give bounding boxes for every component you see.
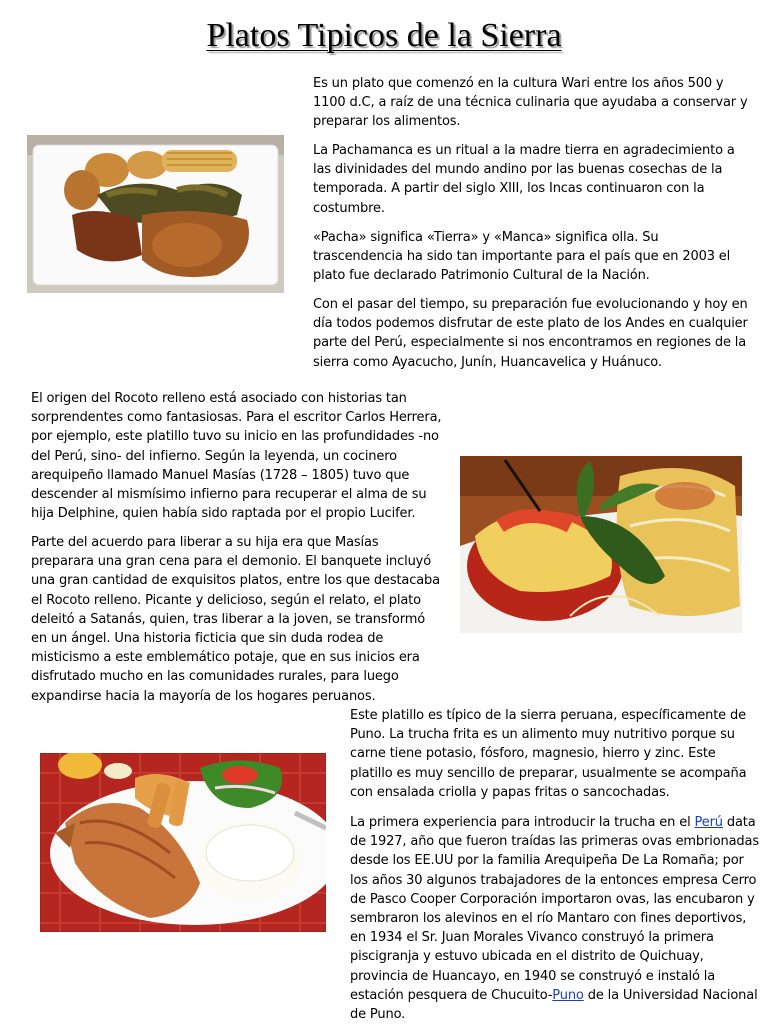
- puno-link[interactable]: Puno: [552, 987, 584, 1003]
- trucha-text-c: de la Universidad Nacional de Puno.: [350, 987, 758, 1023]
- pachamanca-paragraph-3: «Pacha» significa «Tierra» y «Manca» significa olla. Su trascendencia ha sido tan importante para el país que en 2003 el plato fue declarado Patrimonio Cultural de la Nación.: [313, 230, 731, 284]
- trucha-frita-photo: [40, 753, 326, 932]
- pachamanca-paragraph-2: La Pachamanca es un ritual a la madre tierra en agradecimiento a las divinidades del mundo andino por las buenas cosechas de la temporada. A partir del siglo XIII, los Incas continuaron con la costumbre.: [313, 143, 735, 216]
- trucha-paragraph-2: [350, 813, 760, 1024]
- page-title: Platos Tipicos de la Sierra: [206, 17, 562, 54]
- rocoto-paragraph-2: Parte del acuerdo para liberar a su hija era que Masías preparara una gran cena para el demonio. El banquete incluyó una gran cantidad de exquisitos platos, entre los que destacaba el Rocoto relleno. Picante y delicioso, según el relato, el plato deleitó a Satanás, quien, tras liberar a la joven, se transformó en un ángel. Una historia ficticia que sin duda rodea de misticismo a este emblemático potaje, que en sus inicios era disfrutado mucho en las comunidades rurales, para luego expandirse hacia la mayoría de los hogares peruanos.: [31, 535, 440, 704]
- trucha-text-a: La primera experiencia para introducir la trucha en el: [350, 815, 695, 830]
- peru-link[interactable]: Perú: [694, 815, 723, 830]
- pachamanca-photo: [27, 135, 284, 293]
- trucha-text-b: data de 1927, año que fueron traídas las primeras ovas embrionadas desde los EE.UU por la familia Arequipeña De La Romaña; por los años 30 algunos trabajadores de la entonces empresa Cerro de Pasco Cooper Corporación importaron ovas, las encubaron y sembraron los alevinos en el río Mantaro con fines deportivos, en 1934 el Sr. Juan Morales Vivanco construyó la primera piscigranja y estuvo ubicada en el distrito de Quichuay, provincia de Huancayo, en 1940 se construyó e instaló la estación pesquera de Chucuito-: [350, 815, 759, 1003]
- pachamanca-paragraph-4: Con el pasar del tiempo, su preparación fue evolucionando y hoy en día todos podemos disfrutar de este plato de los Andes en cualquier parte del Perú, especialmente si nos encontramos en regiones de la sierra como Ayacucho, Junín, Huancavelica y Huánuco.: [313, 297, 748, 370]
- trucha-paragraph-1: Este platillo es típico de la sierra peruana, específicamente de Puno. La trucha frita es un alimento muy nutritivo porque su carne tiene potasio, fósforo, magnesio, hierro y zinc. Este platillo es muy sencillo de preparar, usualmente se acompaña con ensalada criolla y papas fritas o sancochadas.: [350, 708, 747, 800]
- pachamanca-paragraph-1: Es un plato que comenzó en la cultura Wari entre los años 500 y 1100 d.C, a raíz de una técnica culinaria que ayudaba a conservar y preparar los alimentos.: [313, 76, 748, 130]
- rocoto-relleno-photo: [460, 456, 742, 633]
- rocoto-paragraph-1: El origen del Rocoto relleno está asociado con historias tan sorprendentes como fantasiosas. Para el escritor Carlos Herrera, por ejemplo, este platillo tuvo su inicio en las profundidades -no del Perú, sino- del infierno. Según la leyenda, un cocinero arequipeño llamado Manuel Masías (1728 – 1805) tuvo que descender al mismísimo infierno para recuperar el alma de su hija Delphine, quien había sido raptada por el propio Lucifer.: [31, 391, 442, 522]
